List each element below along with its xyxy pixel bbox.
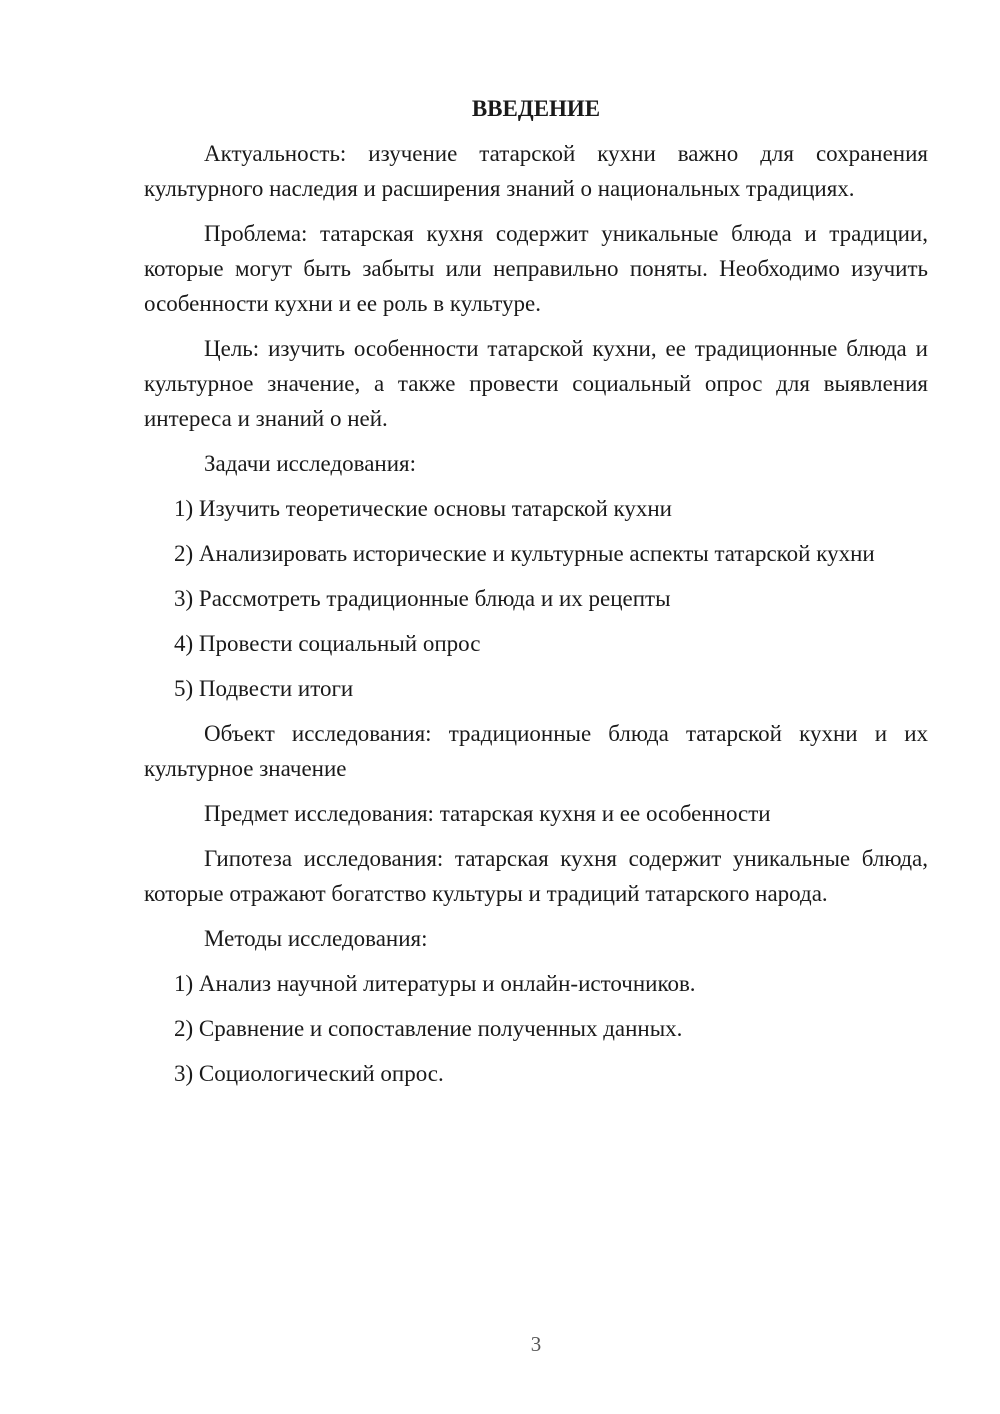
- page-title: ВВЕДЕНИЕ: [471, 96, 601, 121]
- hypothesis-paragraph: Гипотеза исследования: татарская кухня содержит уникальные блюда, которые отражают богатство культуры и традиций татарского народа.: [144, 846, 928, 906]
- task-item: 5) Подвести итоги: [174, 676, 354, 701]
- method-item: 1) Анализ научной литературы и онлайн-источников.: [174, 971, 696, 996]
- method-item: 3) Социологический опрос.: [174, 1061, 444, 1086]
- methods-heading: Методы исследования:: [204, 926, 428, 951]
- task-item: 1) Изучить теоретические основы татарской кухни: [174, 496, 672, 521]
- goal-paragraph: Цель: изучить особенности татарской кухни, ее традиционные блюда и культурное значение, а также провести социальный опрос для выявления интереса и знаний о ней.: [144, 336, 928, 431]
- object-paragraph: Объект исследования: традиционные блюда татарской кухни и их культурное значение: [144, 721, 928, 781]
- page-content: [144, 91, 928, 1091]
- task-item: 4) Провести социальный опрос: [174, 631, 481, 656]
- tasks-heading: Задачи исследования:: [204, 451, 417, 476]
- task-item: 3) Рассмотреть традиционные блюда и их рецепты: [174, 586, 671, 611]
- problem-paragraph: Проблема: татарская кухня содержит уникальные блюда и традиции, которые могут быть забыты или неправильно поняты. Необходимо изучить особенности кухни и ее роль в культуре.: [144, 221, 928, 316]
- subject-paragraph: Предмет исследования: татарская кухня и ее особенности: [204, 801, 771, 826]
- page-number: 3: [530, 1332, 542, 1356]
- task-item: 2) Анализировать исторические и культурные аспекты татарской кухни: [174, 541, 875, 566]
- relevance-paragraph: Актуальность: изучение татарской кухни важно для сохранения культурного наследия и расширения знаний о национальных традициях.: [144, 141, 928, 201]
- method-item: 2) Сравнение и сопоставление полученных данных.: [174, 1016, 683, 1041]
